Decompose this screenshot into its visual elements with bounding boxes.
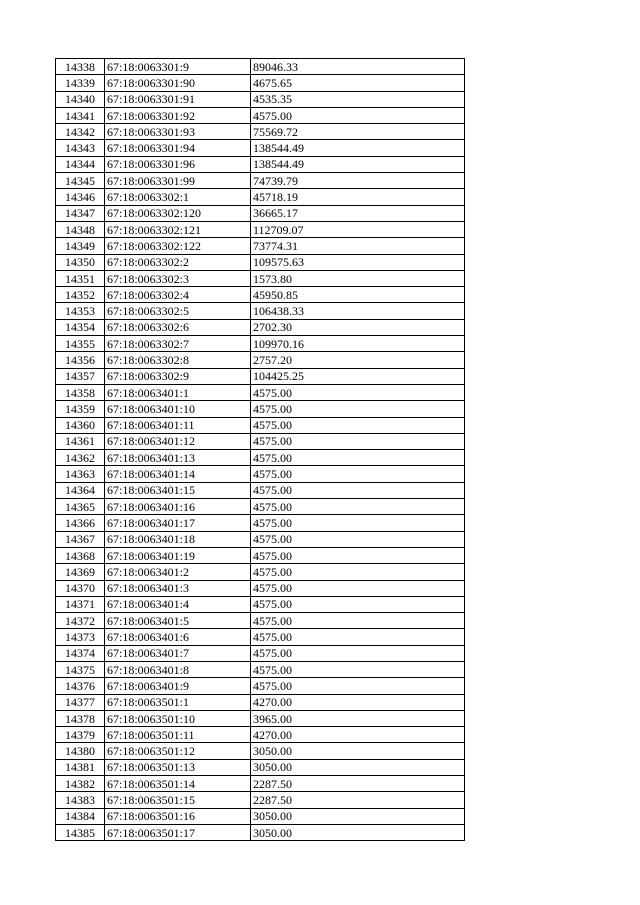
cadastral-number-cell: 67:18:0063401:18 <box>105 531 251 547</box>
table-row <box>56 156 465 172</box>
row-number-cell: 14370 <box>56 580 105 596</box>
cadastral-number-cell: 67:18:0063302:2 <box>105 254 251 270</box>
value-cell: 4575.00 <box>251 499 465 515</box>
table-row <box>56 645 465 661</box>
table-row <box>56 613 465 629</box>
table-row <box>56 580 465 596</box>
value-cell: 74739.79 <box>251 173 465 189</box>
row-number-cell: 14357 <box>56 368 105 384</box>
table-row <box>56 417 465 433</box>
cadastral-number-cell: 67:18:0063302:122 <box>105 238 251 254</box>
row-number-cell: 14351 <box>56 270 105 286</box>
table-row <box>56 482 465 498</box>
table-row <box>56 401 465 417</box>
value-cell: 4575.00 <box>251 401 465 417</box>
row-number-cell: 14363 <box>56 466 105 482</box>
cadastral-number-cell: 67:18:0063401:5 <box>105 613 251 629</box>
table-row <box>56 205 465 221</box>
value-cell: 4575.00 <box>251 417 465 433</box>
value-cell: 3050.00 <box>251 759 465 775</box>
cadastral-number-cell: 67:18:0063401:6 <box>105 629 251 645</box>
table-row <box>56 287 465 303</box>
value-cell: 45718.19 <box>251 189 465 205</box>
row-number-cell: 14347 <box>56 205 105 221</box>
table-body <box>56 59 465 841</box>
value-cell: 4575.00 <box>251 531 465 547</box>
row-number-cell: 14340 <box>56 91 105 107</box>
value-cell: 104425.25 <box>251 368 465 384</box>
cadastral-number-cell: 67:18:0063302:3 <box>105 270 251 286</box>
table-row <box>56 189 465 205</box>
cadastral-number-cell: 67:18:0063401:2 <box>105 564 251 580</box>
table-row <box>56 270 465 286</box>
value-cell: 106438.33 <box>251 303 465 319</box>
cadastral-number-cell: 67:18:0063401:16 <box>105 499 251 515</box>
cadastral-number-cell: 67:18:0063301:91 <box>105 91 251 107</box>
table-row <box>56 221 465 237</box>
cadastral-number-cell: 67:18:0063501:14 <box>105 776 251 792</box>
table-row <box>56 759 465 775</box>
table-row <box>56 91 465 107</box>
table-row <box>56 564 465 580</box>
value-cell: 3050.00 <box>251 743 465 759</box>
cadastral-number-cell: 67:18:0063501:17 <box>105 824 251 840</box>
cadastral-number-cell: 67:18:0063401:11 <box>105 417 251 433</box>
row-number-cell: 14349 <box>56 238 105 254</box>
row-number-cell: 14346 <box>56 189 105 205</box>
value-cell: 4575.00 <box>251 613 465 629</box>
row-number-cell: 14366 <box>56 515 105 531</box>
table-row <box>56 743 465 759</box>
table-row <box>56 661 465 677</box>
row-number-cell: 14355 <box>56 336 105 352</box>
cadastral-number-cell: 67:18:0063301:9 <box>105 59 251 75</box>
value-cell: 4575.00 <box>251 384 465 400</box>
row-number-cell: 14382 <box>56 776 105 792</box>
value-cell: 45950.85 <box>251 287 465 303</box>
row-number-cell: 14384 <box>56 808 105 824</box>
cadastral-number-cell: 67:18:0063301:96 <box>105 156 251 172</box>
table-row <box>56 352 465 368</box>
row-number-cell: 14369 <box>56 564 105 580</box>
value-cell: 4535.35 <box>251 91 465 107</box>
value-cell: 4575.00 <box>251 678 465 694</box>
table-row <box>56 515 465 531</box>
value-cell: 1573.80 <box>251 270 465 286</box>
row-number-cell: 14343 <box>56 140 105 156</box>
table-row <box>56 776 465 792</box>
table-row <box>56 727 465 743</box>
cadastral-number-cell: 67:18:0063302:120 <box>105 205 251 221</box>
value-cell: 109575.63 <box>251 254 465 270</box>
table-row <box>56 792 465 808</box>
value-cell: 4575.00 <box>251 433 465 449</box>
cadastral-number-cell: 67:18:0063301:93 <box>105 124 251 140</box>
cadastral-number-cell: 67:18:0063302:6 <box>105 319 251 335</box>
value-cell: 4575.00 <box>251 629 465 645</box>
row-number-cell: 14352 <box>56 287 105 303</box>
table-row <box>56 75 465 91</box>
row-number-cell: 14354 <box>56 319 105 335</box>
row-number-cell: 14374 <box>56 645 105 661</box>
table-row <box>56 824 465 840</box>
row-number-cell: 14342 <box>56 124 105 140</box>
row-number-cell: 14381 <box>56 759 105 775</box>
table-row <box>56 384 465 400</box>
cadastral-number-cell: 67:18:0063302:121 <box>105 221 251 237</box>
value-cell: 138544.49 <box>251 156 465 172</box>
value-cell: 4575.00 <box>251 661 465 677</box>
row-number-cell: 14365 <box>56 499 105 515</box>
cadastral-number-cell: 67:18:0063301:99 <box>105 173 251 189</box>
table-row <box>56 629 465 645</box>
cadastral-number-cell: 67:18:0063302:1 <box>105 189 251 205</box>
value-cell: 4270.00 <box>251 694 465 710</box>
table-row <box>56 450 465 466</box>
cadastral-number-cell: 67:18:0063401:4 <box>105 596 251 612</box>
cadastral-number-cell: 67:18:0063501:16 <box>105 808 251 824</box>
value-cell: 75569.72 <box>251 124 465 140</box>
row-number-cell: 14367 <box>56 531 105 547</box>
table-row <box>56 499 465 515</box>
cadastral-number-cell: 67:18:0063302:7 <box>105 336 251 352</box>
cadastral-number-cell: 67:18:0063401:7 <box>105 645 251 661</box>
row-number-cell: 14338 <box>56 59 105 75</box>
cadastral-number-cell: 67:18:0063401:13 <box>105 450 251 466</box>
table-row <box>56 140 465 156</box>
table-row <box>56 173 465 189</box>
row-number-cell: 14371 <box>56 596 105 612</box>
row-number-cell: 14378 <box>56 710 105 726</box>
table-row <box>56 107 465 123</box>
value-cell: 138544.49 <box>251 140 465 156</box>
cadastral-number-cell: 67:18:0063501:1 <box>105 694 251 710</box>
value-cell: 3050.00 <box>251 808 465 824</box>
cadastral-number-cell: 67:18:0063401:14 <box>105 466 251 482</box>
cadastral-number-cell: 67:18:0063401:8 <box>105 661 251 677</box>
cadastral-number-cell: 67:18:0063302:8 <box>105 352 251 368</box>
cadastral-number-cell: 67:18:0063501:11 <box>105 727 251 743</box>
value-cell: 4575.00 <box>251 580 465 596</box>
row-number-cell: 14358 <box>56 384 105 400</box>
cadastral-number-cell: 67:18:0063401:17 <box>105 515 251 531</box>
cadastral-number-cell: 67:18:0063401:3 <box>105 580 251 596</box>
value-cell: 4270.00 <box>251 727 465 743</box>
cadastral-number-cell: 67:18:0063501:10 <box>105 710 251 726</box>
table-row <box>56 694 465 710</box>
row-number-cell: 14350 <box>56 254 105 270</box>
row-number-cell: 14356 <box>56 352 105 368</box>
table-row <box>56 59 465 75</box>
value-cell: 4675.65 <box>251 75 465 91</box>
row-number-cell: 14376 <box>56 678 105 694</box>
cadastral-number-cell: 67:18:0063401:10 <box>105 401 251 417</box>
row-number-cell: 14375 <box>56 661 105 677</box>
table-row <box>56 808 465 824</box>
value-cell: 2757.20 <box>251 352 465 368</box>
row-number-cell: 14383 <box>56 792 105 808</box>
value-cell: 2702.30 <box>251 319 465 335</box>
value-cell: 109970.16 <box>251 336 465 352</box>
row-number-cell: 14364 <box>56 482 105 498</box>
value-cell: 3965.00 <box>251 710 465 726</box>
table-row <box>56 596 465 612</box>
row-number-cell: 14379 <box>56 727 105 743</box>
value-cell: 4575.00 <box>251 596 465 612</box>
cadastral-number-cell: 67:18:0063401:19 <box>105 547 251 563</box>
cadastral-number-cell: 67:18:0063302:5 <box>105 303 251 319</box>
cadastral-number-cell: 67:18:0063302:9 <box>105 368 251 384</box>
table-row <box>56 319 465 335</box>
row-number-cell: 14373 <box>56 629 105 645</box>
value-cell: 4575.00 <box>251 564 465 580</box>
table-row <box>56 254 465 270</box>
table-row <box>56 336 465 352</box>
row-number-cell: 14372 <box>56 613 105 629</box>
table-row <box>56 124 465 140</box>
table-row <box>56 710 465 726</box>
value-cell: 4575.00 <box>251 466 465 482</box>
value-cell: 73774.31 <box>251 238 465 254</box>
row-number-cell: 14362 <box>56 450 105 466</box>
table-row <box>56 547 465 563</box>
row-number-cell: 14361 <box>56 433 105 449</box>
value-cell: 36665.17 <box>251 205 465 221</box>
table-row <box>56 433 465 449</box>
row-number-cell: 14348 <box>56 221 105 237</box>
cadastral-number-cell: 67:18:0063401:9 <box>105 678 251 694</box>
cadastral-number-cell: 67:18:0063301:90 <box>105 75 251 91</box>
value-cell: 89046.33 <box>251 59 465 75</box>
value-cell: 4575.00 <box>251 547 465 563</box>
cadastral-number-cell: 67:18:0063501:13 <box>105 759 251 775</box>
value-cell: 4575.00 <box>251 645 465 661</box>
cadastral-number-cell: 67:18:0063401:1 <box>105 384 251 400</box>
table-row <box>56 678 465 694</box>
cadastral-number-cell: 67:18:0063401:15 <box>105 482 251 498</box>
cadastral-number-cell: 67:18:0063401:12 <box>105 433 251 449</box>
row-number-cell: 14344 <box>56 156 105 172</box>
cadastral-number-cell: 67:18:0063501:12 <box>105 743 251 759</box>
table-row <box>56 368 465 384</box>
row-number-cell: 14377 <box>56 694 105 710</box>
value-cell: 2287.50 <box>251 792 465 808</box>
table-row <box>56 238 465 254</box>
row-number-cell: 14341 <box>56 107 105 123</box>
value-cell: 4575.00 <box>251 450 465 466</box>
value-cell: 4575.00 <box>251 107 465 123</box>
cadastral-number-cell: 67:18:0063301:92 <box>105 107 251 123</box>
value-cell: 4575.00 <box>251 515 465 531</box>
row-number-cell: 14359 <box>56 401 105 417</box>
cadastral-number-cell: 67:18:0063501:15 <box>105 792 251 808</box>
value-cell: 2287.50 <box>251 776 465 792</box>
cadastral-value-table <box>55 58 465 841</box>
table-row <box>56 531 465 547</box>
row-number-cell: 14353 <box>56 303 105 319</box>
cadastral-number-cell: 67:18:0063301:94 <box>105 140 251 156</box>
cadastral-number-cell: 67:18:0063302:4 <box>105 287 251 303</box>
value-cell: 112709.07 <box>251 221 465 237</box>
row-number-cell: 14385 <box>56 824 105 840</box>
row-number-cell: 14339 <box>56 75 105 91</box>
table-row <box>56 303 465 319</box>
row-number-cell: 14360 <box>56 417 105 433</box>
value-cell: 3050.00 <box>251 824 465 840</box>
row-number-cell: 14345 <box>56 173 105 189</box>
value-cell: 4575.00 <box>251 482 465 498</box>
table-row <box>56 466 465 482</box>
row-number-cell: 14368 <box>56 547 105 563</box>
row-number-cell: 14380 <box>56 743 105 759</box>
